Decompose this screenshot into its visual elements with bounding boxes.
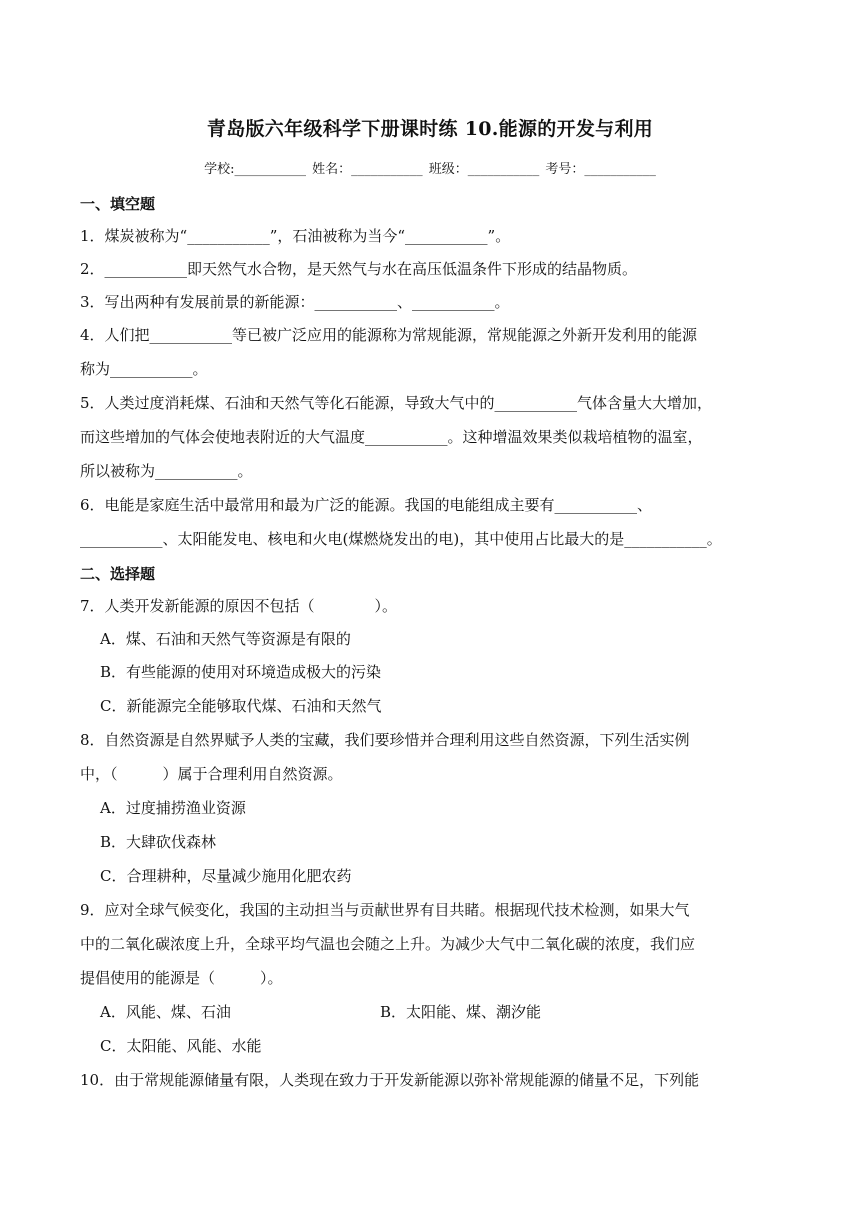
exam-number-field[interactable]: 考号：___________ <box>545 162 656 177</box>
class-field[interactable]: 班级：___________ <box>428 162 540 177</box>
question-9-line-1: 9．应对全球气候变化，我国的主动担当与贡献世界有目共睹。根据现代技术检测，如果大气 <box>80 901 690 919</box>
question-9-line-3: 提倡使用的能源是（ ）。 <box>80 969 283 987</box>
question-7: 7．人类开发新能源的原因不包括（ ）。 <box>80 597 398 615</box>
question-8-option-b: B．大肆砍伐森林 <box>100 833 217 851</box>
student-info-row <box>0 158 860 177</box>
question-8-option-c: C．合理耕种，尽量减少施用化肥农药 <box>100 867 352 885</box>
question-4-line-1: 4．人们把___________等已被广泛应用的能源称为常规能源，常规能源之外新开发利用的能源 <box>80 326 698 344</box>
question-5-line-2: 而这些增加的气体会使地表附近的大气温度___________。这种增温效果类似栽培植物的温室， <box>80 428 703 446</box>
question-7-option-a: A．煤、石油和天然气等资源是有限的 <box>100 630 351 648</box>
question-10-line-1: 10．由于常规能源储量有限，人类现在致力于开发新能源以弥补常规能源的储量不足，下列能 <box>80 1071 700 1089</box>
question-4-line-2: 称为___________。 <box>80 360 208 378</box>
question-5-line-1: 5．人类过度消耗煤、石油和天然气等化石能源，导致大气中的___________气体含量大大增加， <box>80 394 713 412</box>
question-7-option-b: B．有些能源的使用对环境造成极大的污染 <box>100 663 382 681</box>
question-7-option-c: C．新能源完全能够取代煤、石油和天然气 <box>100 697 382 715</box>
question-9-option-c: C．太阳能、风能、水能 <box>100 1037 262 1055</box>
question-6-line-1: 6．电能是家庭生活中最常用和最为广泛的能源。我国的电能组成主要有___________、 <box>80 496 653 514</box>
question-9-line-2: 中的二氧化碳浓度上升，全球平均气温也会随之上升。为减少大气中二氧化碳的浓度，我们应 <box>80 935 696 953</box>
section-heading-multiple-choice: 二、选择题 <box>80 565 156 583</box>
question-9-option-b: B．太阳能、煤、潮汐能 <box>380 1003 542 1021</box>
page-title: 青岛版六年级科学下册课时练 10.能源的开发与利用 <box>206 118 654 140</box>
question-6-line-2: ___________、太阳能发电、核电和火电(煤燃烧发出的电)，其中使用占比最大的是___________。 <box>80 530 722 548</box>
question-8-line-2: 中，（ ）属于合理利用自然资源。 <box>80 765 343 783</box>
question-5-line-3: 所以被称为___________。 <box>80 462 253 480</box>
school-field[interactable]: 学校:___________ <box>204 162 306 177</box>
name-field[interactable]: 姓名：___________ <box>312 162 423 177</box>
section-heading-fill-blank: 一、填空题 <box>80 195 156 213</box>
question-3: 3．写出两种有发展前景的新能源：___________、___________。 <box>80 293 510 311</box>
question-1: 1．煤炭被称为“___________”，石油被称为当今“___________”。 <box>80 227 511 245</box>
question-2: 2．___________即天然气水合物，是天然气与水在高压低温条件下形成的结晶物质。 <box>80 260 638 278</box>
question-8-option-a: A．过度捕捞渔业资源 <box>100 799 246 817</box>
question-8-line-1: 8．自然资源是自然界赋予人类的宝藏，我们要珍惜并合理利用这些自然资源，下列生活实例 <box>80 731 690 749</box>
question-9-option-a: A．风能、煤、石油 <box>100 1003 231 1021</box>
